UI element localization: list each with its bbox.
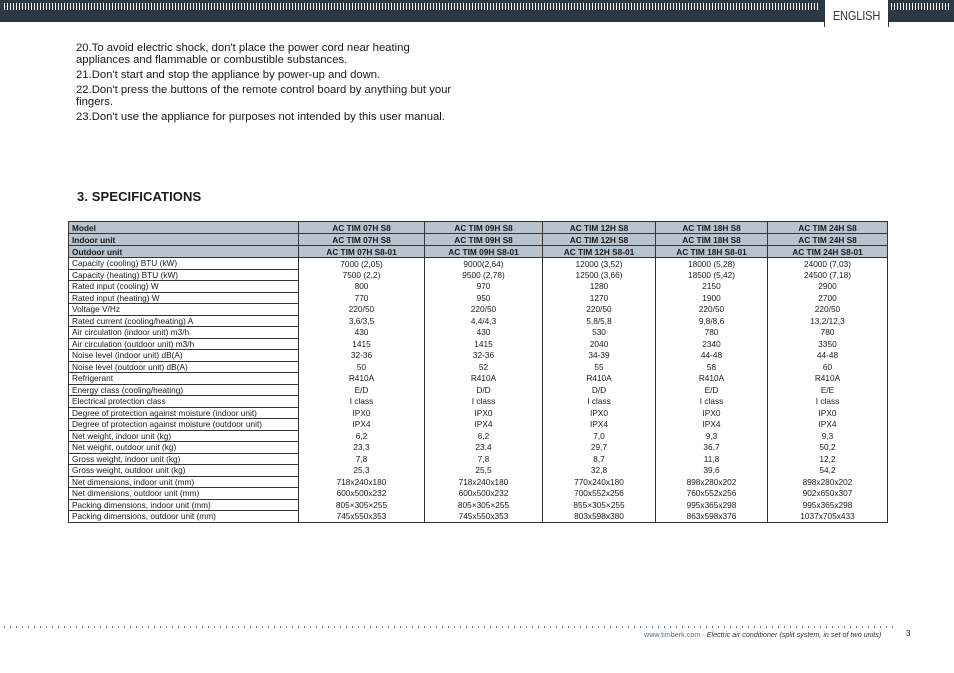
table-row [69,476,888,488]
spec-value-cell: I class [656,396,768,408]
spec-value-cell: 600x500x232 [425,488,543,500]
table-row [69,488,888,500]
spec-value-cell: 7,8 [425,453,543,465]
spec-value-cell: 6,2 [299,430,425,442]
spec-label-cell: Noise level (outdoor unit) dB(A) [69,361,299,373]
spec-value-cell: I class [768,396,888,408]
spec-value-cell: 1415 [299,338,425,350]
table-row [69,396,888,408]
spec-value-cell: 970 [425,281,543,293]
spec-value-cell: 3350 [768,338,888,350]
spec-label-cell: Electrical protection class [69,396,299,408]
spec-value-cell: E/D [299,384,425,396]
table-row [69,281,888,293]
spec-value-cell: 25,5 [425,465,543,477]
spec-value-cell: 760x552x256 [656,488,768,500]
spec-value-cell: 950 [425,292,543,304]
spec-value-cell: 4,4/4,3 [425,315,543,327]
spec-value-cell: 220/50 [425,304,543,316]
spec-value-cell: 2150 [656,281,768,293]
header-label-cell: Indoor unit [69,234,299,246]
spec-value-cell: E/E [768,384,888,396]
header-model-cell: AC TIM 07H S8 [299,222,425,234]
spec-value-cell: D/D [543,384,656,396]
spec-value-cell: 1280 [543,281,656,293]
spec-value-cell: 11,8 [656,453,768,465]
spec-value-cell: 770x240x180 [543,476,656,488]
header-model-cell: AC TIM 07H S8 [299,234,425,246]
table-row [69,511,888,523]
spec-value-cell: 2700 [768,292,888,304]
header-model-cell: AC TIM 24H S8-01 [768,246,888,258]
spec-value-cell: 770 [299,292,425,304]
spec-label-cell: Gross weight, outdoor unit (kg) [69,465,299,477]
spec-value-cell: 855×305×255 [543,499,656,511]
spec-value-cell: 18000 (5,28) [656,258,768,270]
spec-label-cell: Net weight, indoor unit (kg) [69,430,299,442]
spec-value-cell: 863x598x376 [656,511,768,523]
spec-value-cell: IPX4 [299,419,425,431]
page-number: 3 [906,629,911,638]
spec-value-cell: 58 [656,361,768,373]
spec-label-cell: Degree of protection against moisture (indoor unit) [69,407,299,419]
spec-label-cell: Voltage V/Hz [69,304,299,316]
header-model-cell: AC TIM 24H S8 [768,234,888,246]
spec-label-cell: Air circulation (outdoor unit) m3/h [69,338,299,350]
spec-value-cell: 12500 (3,66) [543,269,656,281]
spec-value-cell: IPX0 [656,407,768,419]
note-item: 21.Don't start and stop the appliance by power-up and down. [76,69,381,81]
spec-value-cell: IPX0 [543,407,656,419]
header-model-cell: AC TIM 18H S8 [656,234,768,246]
table-header-row [69,234,888,246]
spec-value-cell: I class [425,396,543,408]
spec-value-cell: 803x598x380 [543,511,656,523]
spec-value-cell: 902x650x307 [768,488,888,500]
spec-value-cell: 8,7 [543,453,656,465]
spec-value-cell: 898x280x202 [656,476,768,488]
spec-value-cell: 34-39 [543,350,656,362]
spec-value-cell: 745x550x353 [299,511,425,523]
spec-value-cell: 600x500x232 [299,488,425,500]
spec-value-cell: IPX4 [656,419,768,431]
spec-value-cell: 718x240x180 [299,476,425,488]
table-row [69,373,888,385]
spec-value-cell: 2340 [656,338,768,350]
spec-label-cell: Net dimensions, outdoor unit (mm) [69,488,299,500]
spec-label-cell: Gross weight, indoor unit (kg) [69,453,299,465]
spec-value-cell: IPX4 [425,419,543,431]
spec-value-cell: 995x365x298 [656,499,768,511]
note-item: 22.Don't press the buttons of the remote control board by anything but your fingers. [76,84,452,108]
table-row [69,430,888,442]
spec-value-cell: 9,3 [656,430,768,442]
spec-value-cell: 530 [543,327,656,339]
spec-value-cell: 718x240x180 [425,476,543,488]
spec-value-cell: I class [543,396,656,408]
spec-value-cell: 52 [425,361,543,373]
table-row [69,419,888,431]
spec-value-cell: 32-36 [425,350,543,362]
spec-value-cell: 3,6/3,5 [299,315,425,327]
spec-value-cell: D/D [425,384,543,396]
spec-value-cell: R410A [299,373,425,385]
header-model-cell: AC TIM 18H S8 [656,222,768,234]
spec-value-cell: 44-48 [656,350,768,362]
footer-website: www.timberk.com [644,630,701,639]
spec-value-cell: 12,2 [768,453,888,465]
table-header-row [69,246,888,258]
spec-value-cell: R410A [656,373,768,385]
spec-value-cell: 50 [299,361,425,373]
header-model-cell: AC TIM 07H S8-01 [299,246,425,258]
spec-value-cell: R410A [543,373,656,385]
spec-value-cell: 24500 (7,18) [768,269,888,281]
spec-value-cell: 805×305×255 [425,499,543,511]
spec-label-cell: Net weight, outdoor unit (kg) [69,442,299,454]
spec-value-cell: 220/50 [299,304,425,316]
spec-value-cell: 7500 (2,2) [299,269,425,281]
spec-value-cell: 898x280x202 [768,476,888,488]
table-row [69,327,888,339]
spec-value-cell: 25,3 [299,465,425,477]
spec-value-cell: 220/50 [656,304,768,316]
footer-text [644,630,881,639]
table-row [69,361,888,373]
header-model-cell: AC TIM 09H S8 [425,222,543,234]
spec-label-cell: Rated input (cooling) W [69,281,299,293]
spec-value-cell: 60 [768,361,888,373]
note-item: 20.To avoid electric shock, don't place the power cord near heating appliances and flammable or combustible substances. [76,42,410,66]
spec-value-cell: 2040 [543,338,656,350]
table-row [69,350,888,362]
spec-label-cell: Noise level (indoor unit) dB(A) [69,350,299,362]
footer-dotted-rule [4,626,896,628]
header-model-cell: AC TIM 12H S8 [543,234,656,246]
language-tab [824,0,889,27]
spec-value-cell: 18500 (5,42) [656,269,768,281]
spec-value-cell: I class [299,396,425,408]
spec-value-cell: 9,8/8,6 [656,315,768,327]
section-title: 3. SPECIFICATIONS [77,189,202,204]
spec-label-cell: Capacity (heating) BTU (kW) [69,269,299,281]
spec-value-cell: 55 [543,361,656,373]
header-label-cell: Outdoor unit [69,246,299,258]
header-model-cell: AC TIM 18H S8-01 [656,246,768,258]
top-bar [0,0,954,22]
spec-value-cell: 39,6 [656,465,768,477]
spec-value-cell: 9,3 [768,430,888,442]
spec-value-cell: 2900 [768,281,888,293]
spec-value-cell: 23,3 [299,442,425,454]
spec-label-cell: Rated current (cooling/heating) A [69,315,299,327]
spec-value-cell: 800 [299,281,425,293]
specifications-table [68,221,888,523]
spec-value-cell: IPX4 [543,419,656,431]
spec-value-cell: 36,7 [656,442,768,454]
spec-value-cell: 54,2 [768,465,888,477]
spec-value-cell: IPX4 [768,419,888,431]
spec-value-cell: 1415 [425,338,543,350]
spec-value-cell: 9000(2,64) [425,258,543,270]
top-bar-tick-pattern-right [891,3,951,10]
table-row [69,384,888,396]
top-bar-tick-pattern-left [4,3,820,10]
spec-value-cell: 780 [768,327,888,339]
spec-label-cell: Packing dimensions, outdoor unit (mm) [69,511,299,523]
spec-value-cell: R410A [425,373,543,385]
table-row [69,258,888,270]
header-model-cell: AC TIM 12H S8 [543,222,656,234]
table-row [69,269,888,281]
spec-value-cell: 220/50 [768,304,888,316]
spec-label-cell: Rated input (heating) W [69,292,299,304]
header-model-cell: AC TIM 09H S8-01 [425,246,543,258]
note-item: 23.Don't use the appliance for purposes not intended by this user manual. [76,111,445,123]
spec-value-cell: 805×305×255 [299,499,425,511]
language-label: ENGLISH [832,8,881,23]
spec-value-cell: IPX0 [425,407,543,419]
spec-value-cell: 700x552x256 [543,488,656,500]
spec-value-cell: IPX0 [299,407,425,419]
header-model-cell: AC TIM 09H S8 [425,234,543,246]
spec-value-cell: 7,8 [299,453,425,465]
header-model-cell: AC TIM 12H S8-01 [543,246,656,258]
safety-notes [76,42,466,126]
spec-label-cell: Degree of protection against moisture (outdoor unit) [69,419,299,431]
spec-value-cell: 995x365x298 [768,499,888,511]
spec-value-cell: 1270 [543,292,656,304]
spec-value-cell: 6,2 [425,430,543,442]
spec-value-cell: 430 [299,327,425,339]
spec-value-cell: IPX0 [768,407,888,419]
spec-label-cell: Air circulation (indoor unit) m3/h [69,327,299,339]
spec-value-cell: 24000 (7,03) [768,258,888,270]
spec-value-cell: 29,7 [543,442,656,454]
table-row [69,315,888,327]
spec-value-cell: 50,2 [768,442,888,454]
spec-value-cell: E/D [656,384,768,396]
spec-value-cell: 32-36 [299,350,425,362]
spec-value-cell: 7,0 [543,430,656,442]
table-row [69,407,888,419]
spec-label-cell: Energy class (cooling/heating) [69,384,299,396]
spec-label-cell: Refrigerant [69,373,299,385]
spec-value-cell: 13,2/12,3 [768,315,888,327]
spec-label-cell: Capacity (cooling) BTU (kW) [69,258,299,270]
spec-value-cell: 32,8 [543,465,656,477]
table-row [69,453,888,465]
spec-value-cell: 1900 [656,292,768,304]
spec-value-cell: 745x550x353 [425,511,543,523]
spec-value-cell: 430 [425,327,543,339]
spec-label-cell: Net dimensions, indoor unit (mm) [69,476,299,488]
footer-separator: · [700,630,707,639]
spec-value-cell: 9500 (2,78) [425,269,543,281]
spec-value-cell: 44-48 [768,350,888,362]
table-row [69,465,888,477]
spec-value-cell: 220/50 [543,304,656,316]
spec-value-cell: 780 [656,327,768,339]
spec-label-cell: Packing dimensions, indoor unit (mm) [69,499,299,511]
spec-value-cell: R410A [768,373,888,385]
footer-product: Electric air conditioner (split system, in set of two units) [706,630,882,639]
header-label-cell: Model [69,222,299,234]
spec-value-cell: 5,8/5,8 [543,315,656,327]
table-row [69,304,888,316]
spec-value-cell: 7000 (2,05) [299,258,425,270]
spec-value-cell: 12000 (3,52) [543,258,656,270]
table-row [69,442,888,454]
table-row [69,499,888,511]
table-row [69,338,888,350]
table-header-row [69,222,888,234]
table-row [69,292,888,304]
spec-value-cell: 1037x705x433 [768,511,888,523]
spec-value-cell: 23,4 [425,442,543,454]
header-model-cell: AC TIM 24H S8 [768,222,888,234]
